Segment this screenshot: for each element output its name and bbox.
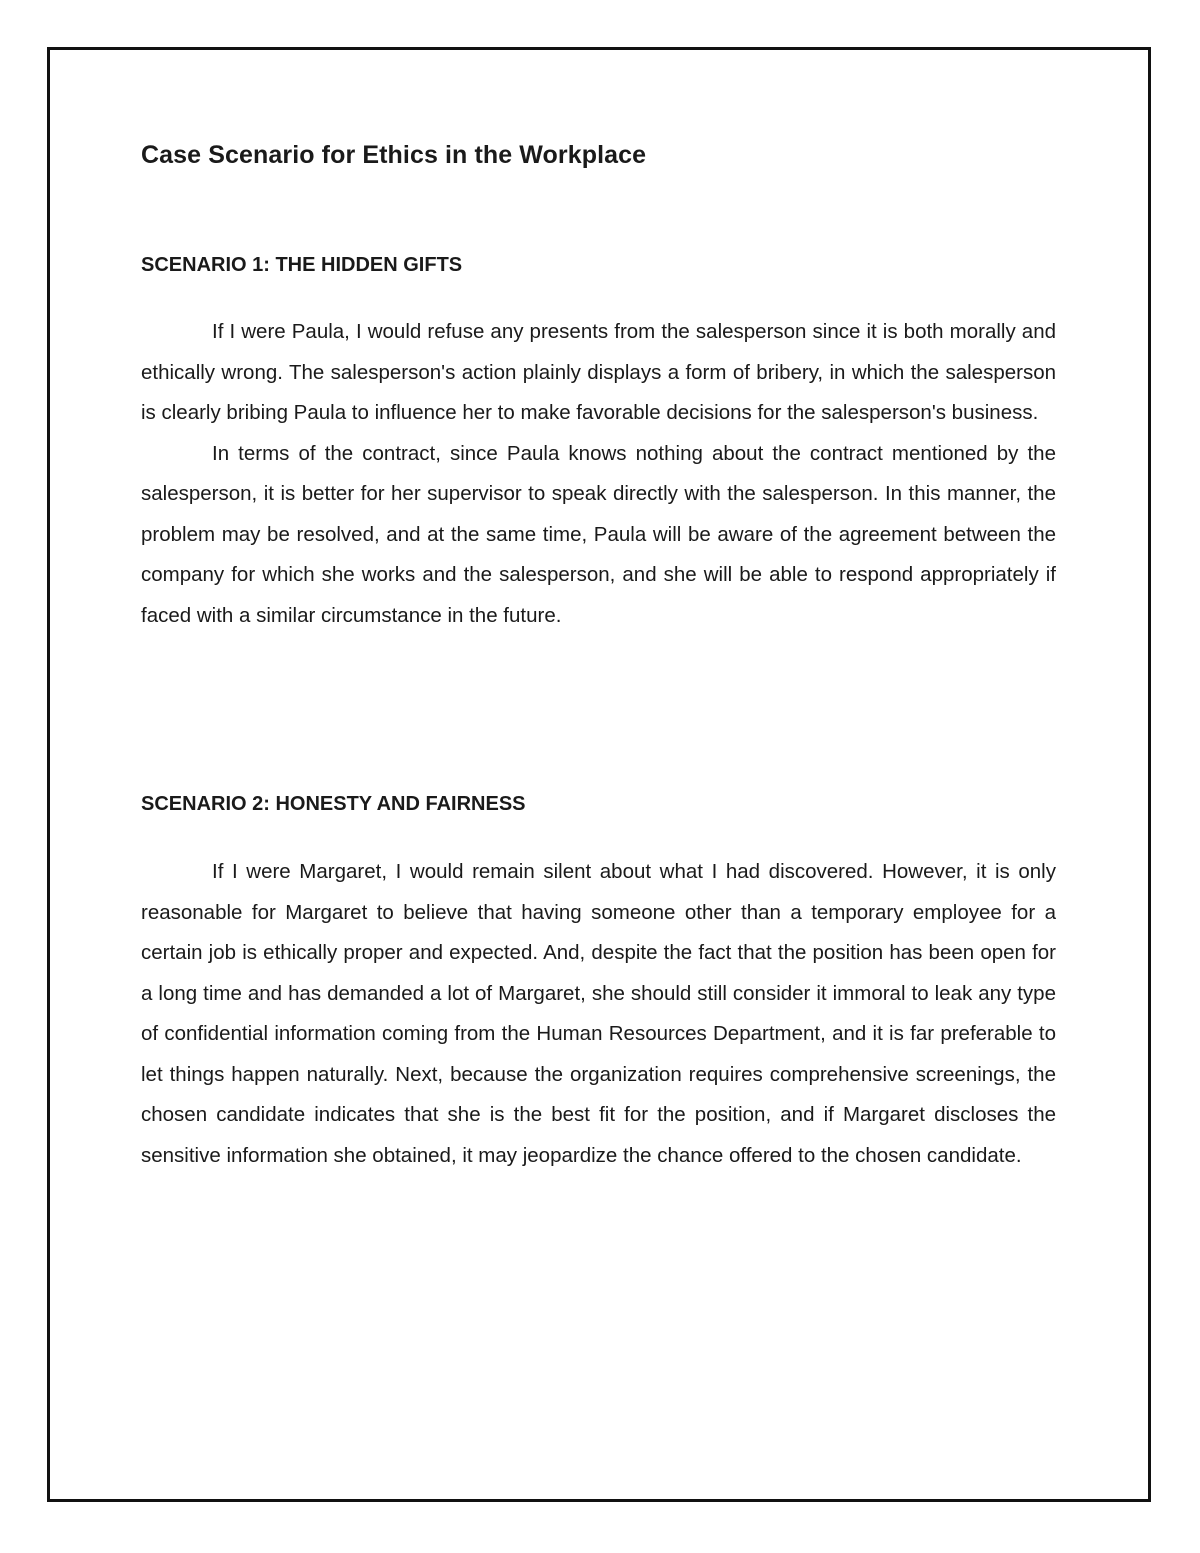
paragraph: If I were Margaret, I would remain silent about what I had discovered. However, it is only reasonable for Margaret to believe that having someone other than a temporary employee for a certain job is ethically proper and expected. And, despite the fact that the position has been open for a long time and has demanded a lot of Margaret, she should still consider it immoral to leak any type of confidential information coming from the Human Resources Department, and it is far preferable to let things happen naturally. Next, because the organization requires comprehensive screenings, the chosen candidate indicates that she is the best fit for the position, and if Margaret discloses the sensitive information she obtained, it may jeopardize the chance offered to the chosen candidate. bbox=[141, 860, 1056, 1167]
section-body-scenario-2 bbox=[141, 852, 1056, 1176]
section-heading-scenario-2: SCENARIO 2: HONESTY AND FAIRNESS bbox=[141, 793, 526, 815]
section-body-scenario-1 bbox=[141, 312, 1056, 636]
paragraph: In terms of the contract, since Paula knows nothing about the contract mentioned by the salesperson, it is better for her supervisor to speak directly with the salesperson. In this manner, the problem may be resolved, and at the same time, Paula will be aware of the agreement between the company for which she works and the salesperson, and she will be able to respond appropriately if faced with a similar circumstance in the future. bbox=[141, 441, 1056, 627]
paragraph: If I were Paula, I would refuse any presents from the salesperson since it is both morally and ethically wrong. The salesperson's action plainly displays a form of bribery, in which the salesperson is clearly bribing Paula to influence her to make favorable decisions for the salesperson's business. bbox=[141, 320, 1056, 424]
document-title: Case Scenario for Ethics in the Workplace bbox=[141, 141, 647, 169]
section-heading-scenario-1: SCENARIO 1: THE HIDDEN GIFTS bbox=[141, 254, 463, 276]
